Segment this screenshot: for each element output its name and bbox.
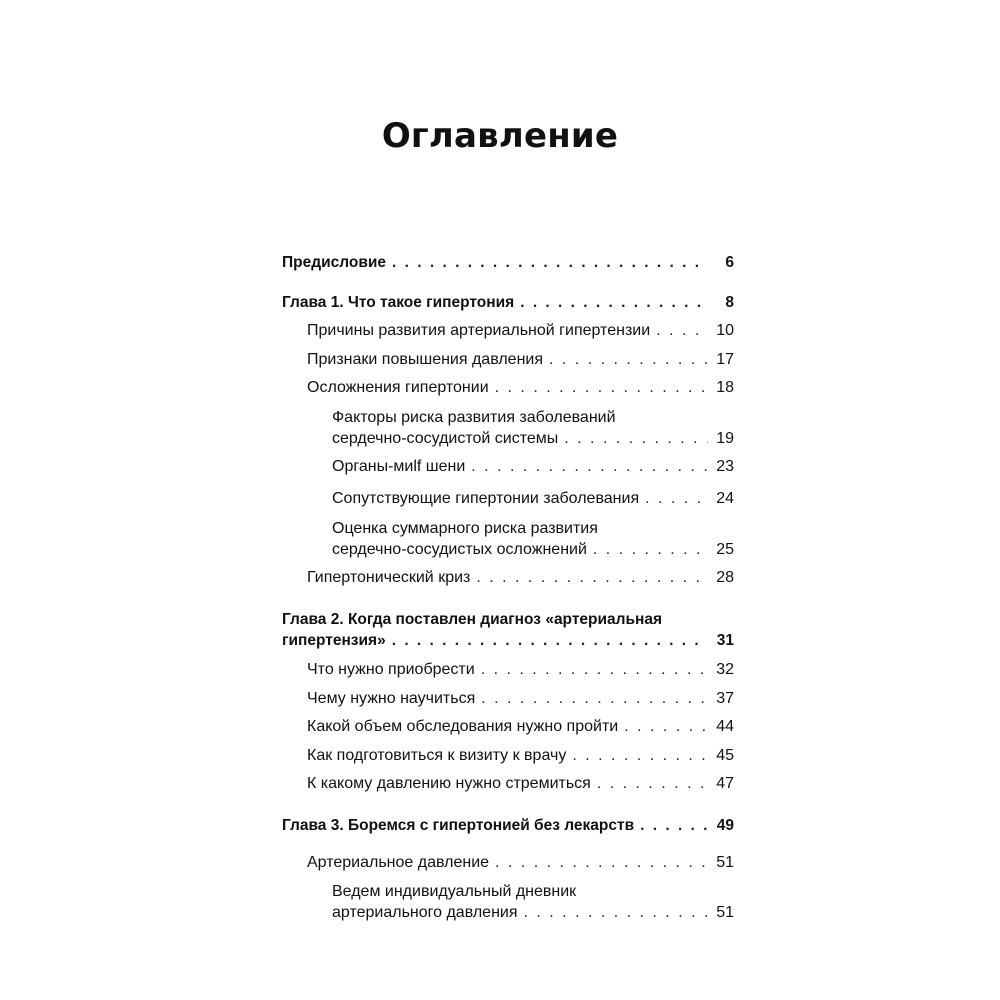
dot-leader (392, 630, 708, 651)
dot-leader (645, 488, 708, 509)
toc-entry-title: К какому давлению нужно стремиться (307, 775, 591, 792)
toc-entry-chapter-3[interactable] (282, 815, 734, 836)
dot-leader (495, 852, 708, 873)
dot-leader (640, 815, 708, 836)
toc-entry-title: Глава 3. Боремся с гипертонией без лекарств (282, 817, 635, 834)
toc-entry-title: Признаки повышения давления (307, 351, 544, 368)
toc-entry-title: Предисловие (282, 254, 387, 271)
toc-entry[interactable] (307, 688, 734, 709)
toc-entry-title: Глава 1. Что такое гипертония (282, 294, 515, 311)
toc-page-number: 28 (716, 569, 734, 586)
dot-leader (392, 252, 708, 273)
toc-entry[interactable] (307, 377, 734, 398)
toc-entry-title-line-1: Факторы риска развития заболеваний (332, 409, 616, 426)
toc-entry-title: гипертензия» (282, 632, 386, 649)
toc-page-number: 23 (716, 458, 734, 475)
toc-page-number: 44 (716, 718, 734, 735)
toc-entry-title-line-1: Ведем индивидуальный дневник (332, 883, 577, 900)
dot-leader (656, 320, 708, 341)
toc-page-number: 8 (725, 294, 734, 311)
dot-leader (476, 567, 708, 588)
toc-entry[interactable] (332, 488, 734, 509)
toc-entry[interactable] (332, 456, 734, 477)
toc-entry-chapter-1[interactable] (282, 292, 734, 313)
toc-entry-title: Артериальное давление (307, 854, 490, 871)
dot-leader (471, 456, 708, 477)
toc-entry[interactable] (332, 518, 734, 560)
toc-page-number: 31 (716, 632, 734, 649)
toc-page-number: 25 (716, 541, 734, 558)
toc-page-number: 6 (725, 254, 734, 271)
toc-entry-title: Сопутствующие гипертонии заболевания (332, 490, 640, 507)
toc-entry[interactable] (332, 881, 734, 923)
toc-entry-chapter-2[interactable] (282, 609, 734, 651)
toc-page-number: 51 (716, 904, 734, 921)
toc-entry[interactable] (307, 852, 734, 873)
dot-leader (481, 688, 708, 709)
toc-page-number: 49 (716, 817, 734, 834)
dot-leader (593, 539, 708, 560)
toc-page-number: 32 (716, 661, 734, 678)
toc-page-number: 17 (716, 351, 734, 368)
page-title: Оглавление (381, 116, 619, 156)
toc-entry-title: Причины развития артериальной гипертензии (307, 322, 651, 339)
toc-page-number: 45 (716, 747, 734, 764)
toc-entry[interactable] (332, 407, 734, 449)
dot-leader (624, 716, 708, 737)
toc-entry-title-line-1: Глава 2. Когда поставлен диагноз «артериальная (282, 611, 663, 628)
toc-entry-title: Какой объем обследования нужно пройти (307, 718, 619, 735)
toc-entry-title: сердечно-сосудистой системы (332, 430, 559, 447)
toc-entry-title: Осложнения гипертонии (307, 379, 489, 396)
dot-leader (520, 292, 708, 313)
toc-entry[interactable] (307, 567, 734, 588)
toc-entry-title: Гипертонический криз (307, 569, 471, 586)
toc-entry-title: Как подготовиться к визиту к врачу (307, 747, 567, 764)
toc-entry-title-line-1: Оценка суммарного риска развития (332, 520, 598, 537)
toc-page-number: 51 (716, 854, 734, 871)
dot-leader (524, 902, 709, 923)
toc-entry[interactable] (307, 773, 734, 794)
dot-leader (564, 428, 708, 449)
toc-page-number: 47 (716, 775, 734, 792)
toc-entry-title: Чему нужно научиться (307, 690, 476, 707)
dot-leader (481, 659, 708, 680)
toc-entry[interactable] (307, 659, 734, 680)
toc-entry-title: сердечно-сосудистых осложнений (332, 541, 587, 558)
toc-entry[interactable] (307, 716, 734, 737)
dot-leader (495, 377, 708, 398)
toc-entry[interactable] (307, 349, 734, 370)
toc-entry-title: Что нужно приобрести (307, 661, 475, 678)
dot-leader (549, 349, 708, 370)
toc-page-number: 10 (716, 322, 734, 339)
toc-entry-title: артериального давления (332, 904, 518, 921)
toc-page-number: 18 (716, 379, 734, 396)
dot-leader (572, 745, 708, 766)
toc-entry[interactable] (307, 320, 734, 341)
toc-page-number: 19 (716, 430, 734, 447)
toc-entry[interactable] (307, 745, 734, 766)
toc-page-number: 37 (716, 690, 734, 707)
toc-page-number: 24 (716, 490, 734, 507)
toc-entry-title: Органы-миlf шени (332, 458, 466, 475)
dot-leader (597, 773, 708, 794)
toc-entry-preface[interactable] (282, 252, 734, 273)
